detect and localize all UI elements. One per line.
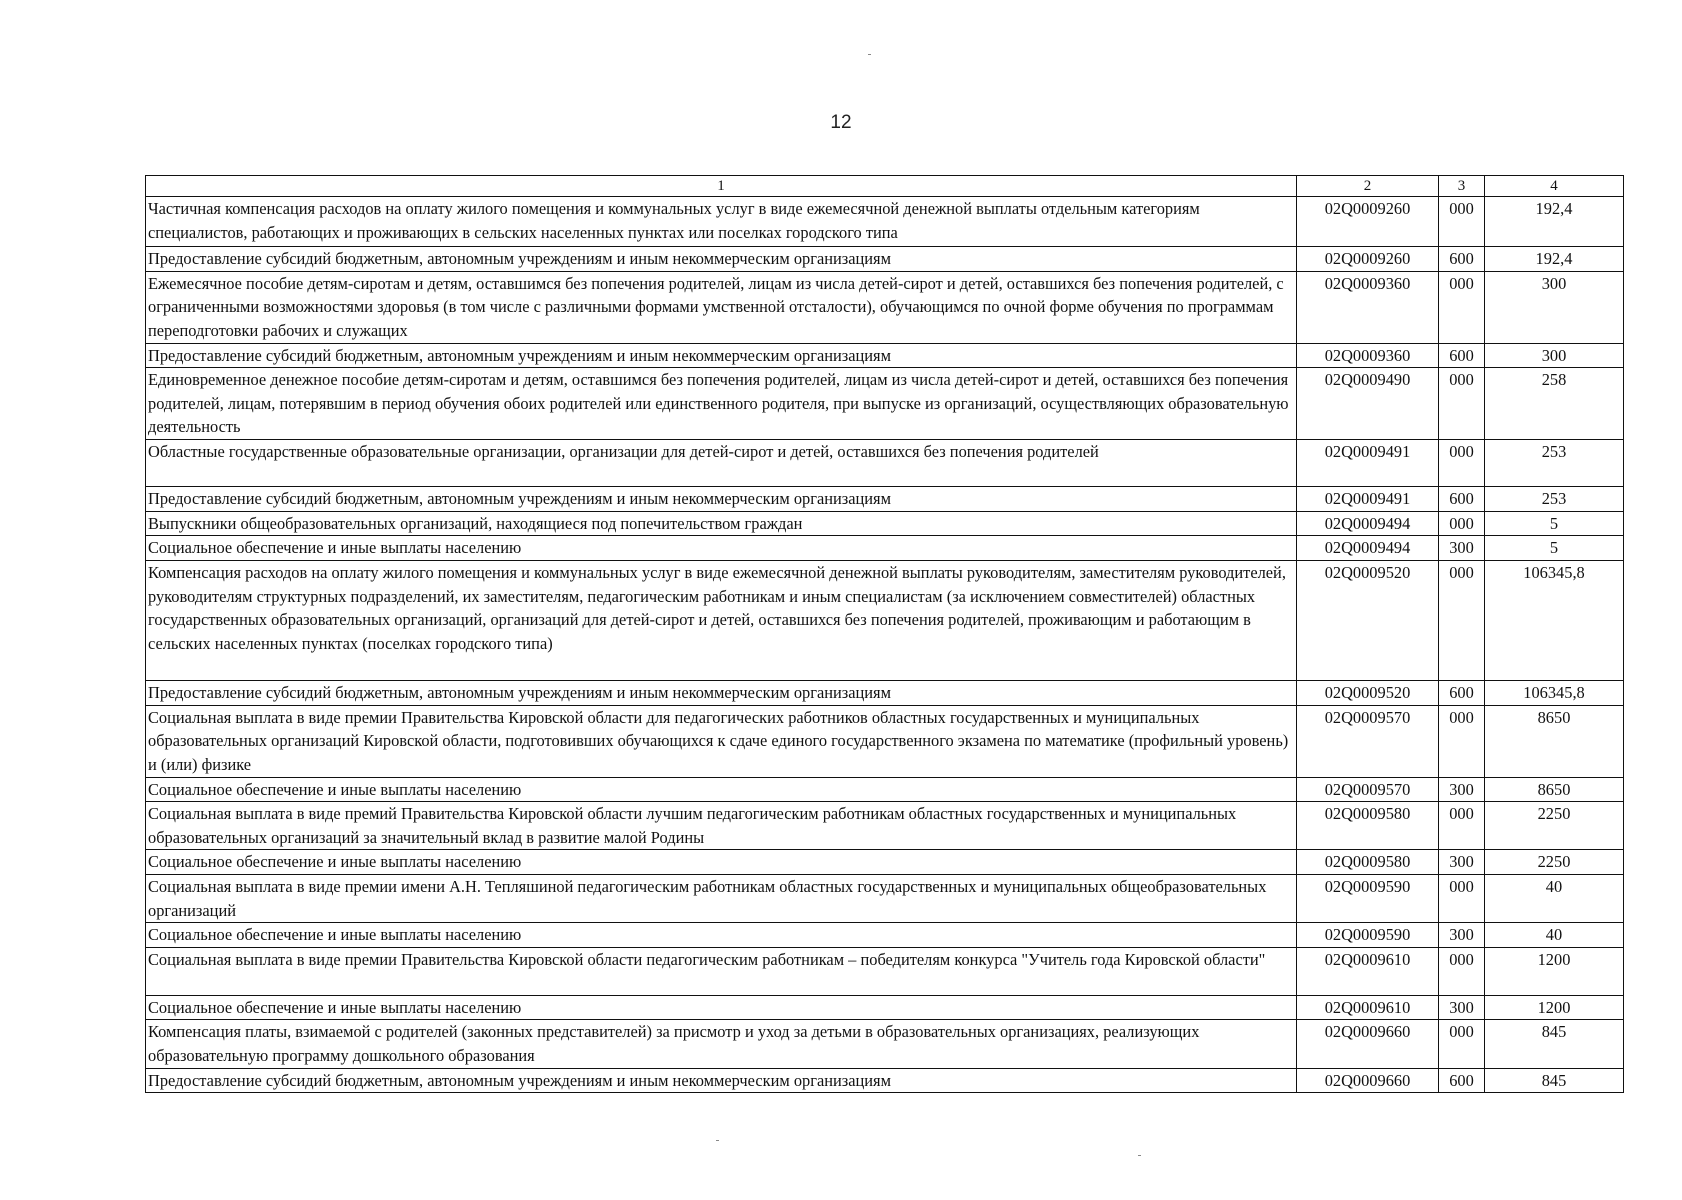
row-amount: 300 [1485, 343, 1624, 368]
row-name: Предоставление субсидий бюджетным, автономным учреждениям и иным некоммерческим организациям [146, 343, 1297, 368]
row-code: 02Q0009260 [1297, 197, 1439, 247]
row-code: 02Q0009490 [1297, 368, 1439, 440]
table-row [146, 705, 1624, 777]
table-row [146, 536, 1624, 561]
row-expense-type: 600 [1439, 1068, 1485, 1093]
table-row [146, 1020, 1624, 1068]
row-name: Социальная выплата в виде премий Правительства Кировской области лучшим педагогическим работникам областных государственных и муниципальных образовательных организаций за значительный вклад в развитие малой Родины [146, 802, 1297, 850]
row-amount: 845 [1485, 1068, 1624, 1093]
table-row [146, 511, 1624, 536]
row-amount: 253 [1485, 487, 1624, 512]
row-code: 02Q0009590 [1297, 874, 1439, 922]
budget-table [145, 175, 1624, 1093]
row-code: 02Q0009660 [1297, 1020, 1439, 1068]
row-code: 02Q0009580 [1297, 850, 1439, 875]
row-code: 02Q0009494 [1297, 536, 1439, 561]
table-row [146, 1068, 1624, 1093]
row-name: Ежемесячное пособие детям-сиротам и детям, оставшимся без попечения родителей, лицам из числа детей-сирот и детей, оставшихся без попечения родителей, с ограниченными возможностями здоровья (в том числе с различными формами умственной отсталости), обучающимся по очной форме обучения по программам переподготовки рабочих и служащих [146, 271, 1297, 343]
row-amount: 106345,8 [1485, 680, 1624, 705]
row-amount: 8650 [1485, 705, 1624, 777]
header-row [146, 176, 1624, 197]
table-row [146, 343, 1624, 368]
row-name: Предоставление субсидий бюджетным, автономным учреждениям и иным некоммерческим организациям [146, 487, 1297, 512]
row-code: 02Q0009491 [1297, 487, 1439, 512]
row-code: 02Q0009360 [1297, 271, 1439, 343]
row-code: 02Q0009260 [1297, 247, 1439, 272]
row-expense-type: 000 [1439, 271, 1485, 343]
row-expense-type: 600 [1439, 247, 1485, 272]
table-row [146, 440, 1624, 487]
header-col-4: 4 [1485, 176, 1624, 197]
table-body [146, 197, 1624, 1093]
table-row [146, 923, 1624, 948]
row-expense-type: 000 [1439, 1020, 1485, 1068]
row-name: Областные государственные образовательные организации, организации для детей-сирот и детей, оставшихся без попечения родителей [146, 440, 1297, 487]
row-expense-type: 300 [1439, 777, 1485, 802]
row-amount: 5 [1485, 511, 1624, 536]
table-row [146, 947, 1624, 995]
row-name: Предоставление субсидий бюджетным, автономным учреждениям и иным некоммерческим организациям [146, 680, 1297, 705]
row-name: Социальное обеспечение и иные выплаты населению [146, 777, 1297, 802]
row-expense-type: 600 [1439, 680, 1485, 705]
row-code: 02Q0009570 [1297, 777, 1439, 802]
row-amount: 1200 [1485, 947, 1624, 995]
table-row [146, 680, 1624, 705]
row-code: 02Q0009491 [1297, 440, 1439, 487]
row-name: Компенсация расходов на оплату жилого помещения и коммунальных услуг в виде ежемесячной денежной выплаты руководителям, заместителям руководителей, руководителям структурных подразделений, их заместителям, педагогическим работникам и иным специалистам (за исключением совместителей) областных государственных образовательных организаций, организаций для детей-сирот и детей, оставшихся без попечения родителей, проживающим и работающим в сельских населенных пунктах (поселках городского типа) [146, 560, 1297, 680]
row-amount: 40 [1485, 874, 1624, 922]
table-row [146, 850, 1624, 875]
row-name: Социальное обеспечение и иные выплаты населению [146, 536, 1297, 561]
table-row [146, 197, 1624, 247]
header-col-3: 3 [1439, 176, 1485, 197]
row-expense-type: 000 [1439, 705, 1485, 777]
row-code: 02Q0009610 [1297, 947, 1439, 995]
row-amount: 192,4 [1485, 197, 1624, 247]
row-expense-type: 000 [1439, 440, 1485, 487]
table-row [146, 271, 1624, 343]
row-name: Социальная выплата в виде премии Правительства Кировской области для педагогических работников областных государственных и муниципальных образовательных организаций Кировской области, подготовивших обучающихся к сдаче единого государственного экзамена по математике (профильный уровень) и (или) физике [146, 705, 1297, 777]
table-row [146, 874, 1624, 922]
row-name: Социальное обеспечение и иные выплаты населению [146, 850, 1297, 875]
row-name: Выпускники общеобразовательных организаций, находящиеся под попечительством граждан [146, 511, 1297, 536]
row-code: 02Q0009520 [1297, 560, 1439, 680]
row-amount: 2250 [1485, 802, 1624, 850]
table-row [146, 247, 1624, 272]
row-amount: 2250 [1485, 850, 1624, 875]
row-code: 02Q0009360 [1297, 343, 1439, 368]
row-amount: 5 [1485, 536, 1624, 561]
row-expense-type: 000 [1439, 560, 1485, 680]
row-code: 02Q0009494 [1297, 511, 1439, 536]
row-expense-type: 000 [1439, 197, 1485, 247]
table-row [146, 995, 1624, 1020]
table-header [146, 176, 1624, 197]
row-code: 02Q0009590 [1297, 923, 1439, 948]
scan-speck [1138, 1155, 1141, 1156]
table-row [146, 368, 1624, 440]
row-expense-type: 000 [1439, 511, 1485, 536]
row-expense-type: 300 [1439, 923, 1485, 948]
row-amount: 40 [1485, 923, 1624, 948]
row-name: Компенсация платы, взимаемой с родителей (законных представителей) за присмотр и уход за детьми в образовательных организациях, реализующих образовательную программу дошкольного образования [146, 1020, 1297, 1068]
row-expense-type: 000 [1439, 947, 1485, 995]
row-amount: 845 [1485, 1020, 1624, 1068]
row-code: 02Q0009520 [1297, 680, 1439, 705]
row-expense-type: 000 [1439, 802, 1485, 850]
row-expense-type: 000 [1439, 874, 1485, 922]
header-col-1: 1 [146, 176, 1297, 197]
row-amount: 192,4 [1485, 247, 1624, 272]
row-name: Социальная выплата в виде премии имени А.Н. Тепляшиной педагогическим работникам областных государственных и муниципальных общеобразовательных организаций [146, 874, 1297, 922]
row-name: Предоставление субсидий бюджетным, автономным учреждениям и иным некоммерческим организациям [146, 1068, 1297, 1093]
row-amount: 258 [1485, 368, 1624, 440]
row-expense-type: 300 [1439, 536, 1485, 561]
row-amount: 1200 [1485, 995, 1624, 1020]
row-expense-type: 000 [1439, 368, 1485, 440]
table-row [146, 560, 1624, 680]
row-name: Социальная выплата в виде премии Правительства Кировской области педагогическим работникам – победителям конкурса "Учитель года Кировской области" [146, 947, 1297, 995]
row-code: 02Q0009660 [1297, 1068, 1439, 1093]
table-row [146, 487, 1624, 512]
row-code: 02Q0009570 [1297, 705, 1439, 777]
table-row [146, 802, 1624, 850]
row-amount: 253 [1485, 440, 1624, 487]
row-name: Социальное обеспечение и иные выплаты населению [146, 923, 1297, 948]
scan-speck [716, 1140, 719, 1141]
row-amount: 300 [1485, 271, 1624, 343]
page-number: 12 [830, 112, 852, 133]
row-expense-type: 600 [1439, 487, 1485, 512]
row-expense-type: 300 [1439, 850, 1485, 875]
scan-speck [868, 54, 871, 55]
row-code: 02Q0009610 [1297, 995, 1439, 1020]
row-name: Единовременное денежное пособие детям-сиротам и детям, оставшимся без попечения родителей, лицам из числа детей-сирот и детей, оставшихся без попечения родителей, лицам, потерявшим в период обучения обоих родителей или единственного родителя, при выпуске из организаций, осуществляющих образовательную деятельность [146, 368, 1297, 440]
row-expense-type: 600 [1439, 343, 1485, 368]
row-amount: 106345,8 [1485, 560, 1624, 680]
row-code: 02Q0009580 [1297, 802, 1439, 850]
table-row [146, 777, 1624, 802]
row-amount: 8650 [1485, 777, 1624, 802]
row-name: Социальное обеспечение и иные выплаты населению [146, 995, 1297, 1020]
row-name: Частичная компенсация расходов на оплату жилого помещения и коммунальных услуг в виде ежемесячной денежной выплаты отдельным категориям специалистов, работающих и проживающих в сельских населенных пунктах или поселках городского типа [146, 197, 1297, 247]
header-col-2: 2 [1297, 176, 1439, 197]
row-name: Предоставление субсидий бюджетным, автономным учреждениям и иным некоммерческим организациям [146, 247, 1297, 272]
row-expense-type: 300 [1439, 995, 1485, 1020]
